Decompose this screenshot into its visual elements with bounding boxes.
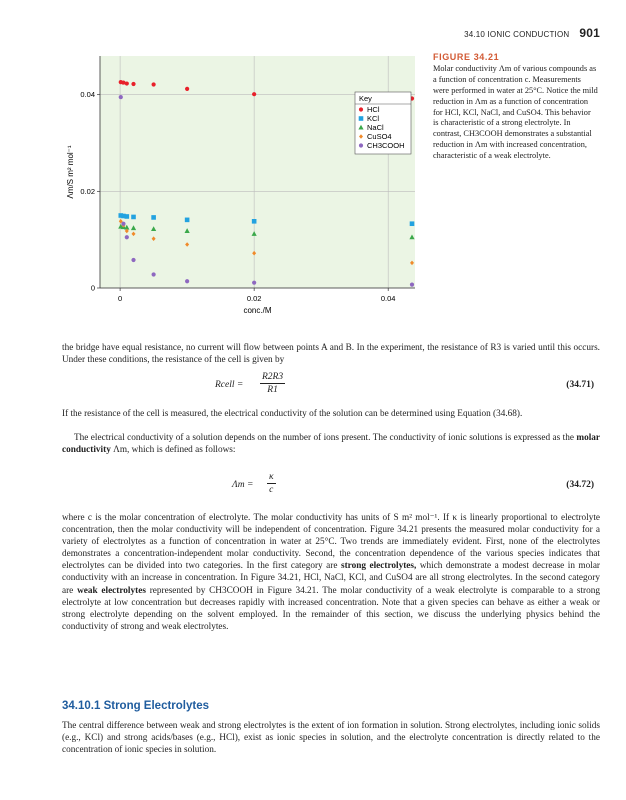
legend-marker-hcl <box>359 107 363 111</box>
data-point-hcl <box>252 92 256 96</box>
section-heading: 34.10.1 Strong Electrolytes <box>62 700 210 712</box>
data-point-kcl <box>131 215 136 220</box>
y-axis-label: Λm/S m² mol⁻¹ <box>66 145 75 199</box>
term-molar-conductivity: molar conductivity <box>62 433 601 456</box>
x-axis-label: conc./M <box>243 306 272 315</box>
equation-34-72 <box>62 472 600 502</box>
data-point-kcl <box>185 218 190 223</box>
equation-34-71 <box>62 372 600 402</box>
data-point-hcl <box>131 82 135 86</box>
data-point-kcl <box>125 214 130 219</box>
y-tick-label: 0.02 <box>80 186 95 196</box>
data-point-ch3cooh <box>119 95 123 99</box>
x-tick-label: 0.04 <box>380 294 396 303</box>
y-tick-label: 0 <box>90 283 95 293</box>
data-point-ch3cooh <box>125 235 129 239</box>
data-point-ch3cooh <box>410 283 414 287</box>
conductivity-chart <box>60 48 425 318</box>
plot-area <box>100 56 415 288</box>
legend-label-ch3cooh: CH3COOH <box>367 141 405 150</box>
equation-numerator: R2R3 <box>262 372 284 382</box>
paragraph-text: which demonstrate a modest decrease in molar conductivity with an increase in concentration. In Figure 34.21, HCl, NaCl, KCl, and CuSO4 are all strong electrolytes. In the second category are <box>62 561 601 596</box>
paragraph-bridge: the bridge have equal resistance, no current will flow between points A and B. In the experiment, the resistance of R3 is varied until this occurs. Under these conditions, the resistance of the cell is given by <box>62 343 600 366</box>
paragraph-text: Λm, which is defined as follows: <box>113 445 236 456</box>
legend-label-cuso4: CuSO4 <box>367 132 392 141</box>
legend <box>355 92 411 154</box>
equation-number: (34.71) <box>566 380 594 390</box>
data-point-hcl <box>152 82 156 86</box>
equation-lhs: Λm = <box>232 480 254 490</box>
paragraph-molar-conductivity <box>62 512 600 633</box>
x-tick-label: 0 <box>118 294 123 303</box>
term-strong-electrolytes: strong electrolytes, <box>340 561 417 572</box>
term-weak-electrolytes: weak electrolytes <box>77 585 146 596</box>
data-point-kcl <box>252 219 257 224</box>
legend-title: Key <box>359 94 372 103</box>
legend-label-nacl: NaCl <box>367 123 384 132</box>
page-number: 901 <box>579 26 600 40</box>
running-head <box>450 26 600 42</box>
paragraph-text: where c is the molar concentration of electrolyte. The molar conductivity has units of S m² mol⁻¹. If κ is linearly proportional to electrolyte concentration, then the molar conductivity will be independent of concentration. Figure 34.21 presents the measured molar conductivity for a variety of electrolytes as a function of concentration in water at 25°C. Two trends are immediately evident. First, none of the electrolytes demonstrates a concentration-independent molar conductivity. Second, the concentration dependence of the various species indicates that electrolytes can be divided into two categories. In the first category are <box>62 513 600 572</box>
data-point-hcl <box>125 81 129 85</box>
figure-label: FIGURE 34.21 <box>433 52 500 62</box>
legend-label-kcl: KCl <box>367 114 380 123</box>
legend-label-hcl: HCl <box>367 105 380 114</box>
figure-caption <box>433 52 598 162</box>
paragraph-text: represented by CH3COOH in Figure 34.21. The molar conductivity of a weak electrolyte is comparable to a strong electrolyte at low concentration but decreases rapidly with increased concentration. Note that a given species can behave as either a weak or strong electrolyte depending on the solvent employed. In the remainder of this section, we discuss the underlying physics behind the conductivity of strong and weak electrolytes. <box>62 585 600 632</box>
paragraph-strong-electrolytes: The central difference between weak and strong electrolytes is the extent of ion formation in solution. Strong electrolytes, including ionic solids (e.g., KCl) and strong acids/bases (e.g., HCl), exist as ionic species in solution, and the electrolyte concentration is directly related to the concentration of ionic species in solution. <box>62 721 600 756</box>
equation-denominator: c <box>269 485 274 495</box>
data-point-ch3cooh <box>152 272 156 276</box>
data-point-ch3cooh <box>121 222 125 226</box>
data-point-hcl <box>185 87 189 91</box>
equation-lhs: Rcell = <box>215 380 244 390</box>
paragraph-ion-count <box>62 432 600 456</box>
paragraph-text: The electrical conductivity of a solution depends on the number of ions present. The conductivity of ionic solutions is expressed as the <box>74 433 574 443</box>
equation-number: (34.72) <box>566 480 594 490</box>
y-tick-label: 0.04 <box>80 90 95 100</box>
legend-marker-ch3cooh <box>359 143 363 147</box>
equation-fraction <box>260 372 285 396</box>
data-point-ch3cooh <box>185 279 189 283</box>
x-tick-label: 0.02 <box>246 294 262 303</box>
data-point-ch3cooh <box>252 281 256 285</box>
running-head-section: 34.10 IONIC CONDUCTION <box>464 30 570 39</box>
data-point-kcl <box>410 221 415 226</box>
data-point-ch3cooh <box>131 258 135 262</box>
paragraph-measurement: If the resistance of the cell is measured, the electrical conductivity of the solution can be determined using Equation (34.68). <box>62 409 523 419</box>
equation-numerator: κ <box>269 472 274 482</box>
legend-marker-kcl <box>359 116 364 121</box>
equation-fraction <box>267 472 276 496</box>
equation-denominator: R1 <box>267 385 278 395</box>
data-point-kcl <box>151 215 156 220</box>
figure-caption-text: Molar conductivity Λm of various compounds as a function of concentration c. Measurements were performed in water at 25°C. Notice the mild reduction in Λm as a function of concentration for HCl, KCl, NaCl, and CuSO4. This behavior is characteristic of a strong electrolyte. In contrast, CH3COOH demonstrates a substantial reduction in Λm with increased concentration, characteristic of a weak electrolyte. <box>433 63 598 161</box>
